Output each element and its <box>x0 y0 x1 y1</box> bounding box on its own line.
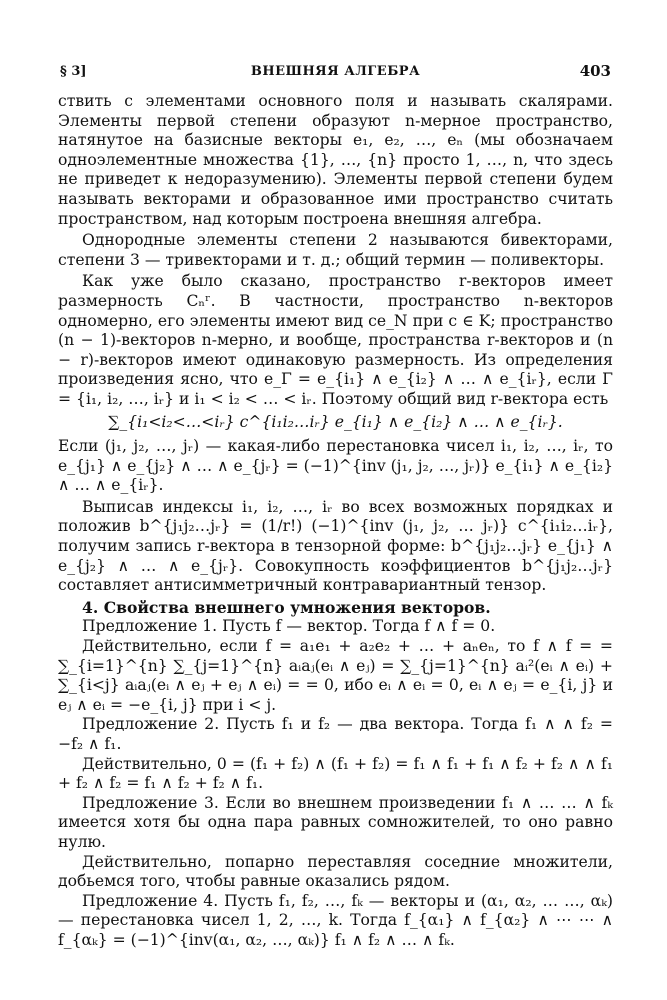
paragraph-dimension: Как уже было сказано, пространство r-векторов имеет размерность Cₙʳ. В частности, пространство n-векторов одномерно, его элементы имеют вид ce_N при c ∈ K; пространство (n − 1)-векторов n-мерно, и вообще, пространства r-векторов и (n − r)-векторов имеют одинаковую размерность. Из определения произведения ясно, что e_Γ = e_{i₁} ∧ e_{i₂} ∧ … ∧ e_{iᵣ}, если Γ = {i₁, i₂, …, iᵣ} и i₁ < i₂ < … < iᵣ. Поэтому общий вид r-вектора есть <box>58 272 613 408</box>
proposition-2: Предложение 2. Пусть f₁ и f₂ — два вектора. Тогда f₁ ∧ ∧ f₂ = −f₂ ∧ f₁. <box>58 715 613 753</box>
running-title: ВНЕШНЯЯ АЛГЕБРА <box>250 64 421 79</box>
proposition-3: Предложение 3. Если во внешнем произведении f₁ ∧ … … ∧ fₖ имеется хотя бы одна пара равных сомножителей, то оно равно нулю. <box>58 793 613 851</box>
page-number: 403 <box>579 62 611 80</box>
proof-2: Действительно, 0 = (f₁ + f₂) ∧ (f₁ + f₂) = f₁ ∧ f₁ + f₁ ∧ f₂ + f₂ ∧ ∧ f₁ + f₂ ∧ f₂ = f₁ ∧ f₂ + f₂ ∧ f₁. <box>58 754 613 793</box>
page-body <box>58 92 613 951</box>
paragraph-permutation: Если (j₁, j₂, …, jᵣ) — какая-либо перестановка чисел i₁, i₂, …, iᵣ, то e_{j₁} ∧ e_{j₂} ∧ … ∧ e_{jᵣ} = (−1)^{inv (j₁, j₂, …, jᵣ)} e_{i₁} ∧ e_{i₂} ∧ … ∧ e_{iᵣ}. <box>58 437 613 495</box>
running-header <box>58 58 613 92</box>
formula-general-r-vector: ∑_{i₁<i₂<…<iᵣ} c^{i₁i₂…iᵣ} e_{i₁} ∧ e_{i₂} ∧ … ∧ e_{iᵣ}. <box>108 412 563 431</box>
section-heading: 4. Свойства внешнего умножения векторов. <box>82 597 491 617</box>
paragraph-bivectors: Однородные элементы степени 2 называются бивекторами, степени 3 — тривекторами и т. д.; общий термин — поливекторы. <box>58 231 613 269</box>
proposition-4: Предложение 4. Пусть f₁, f₂, …, fₖ — векторы и (α₁, α₂, … …, αₖ) — перестановка чисел 1, 2, …, k. Тогда f_{α₁} ∧ f_{α₂} ∧ ⋯ ⋯ ∧ f_{αₖ} = (−1)^{inv(α₁, α₂, …, αₖ)} f₁ ∧ f₂ ∧ … ∧ fₖ. <box>58 891 613 949</box>
proof-1: Действительно, если f = a₁e₁ + a₂e₂ + … + aₙeₙ, то f ∧ f = = ∑_{i=1}^{n} ∑_{j=1}^{n} aᵢaⱼ(eᵢ ∧ eⱼ) = ∑_{j=1}^{n} aᵢ²(eᵢ ∧ eᵢ) + ∑_{i<j} aᵢaⱼ(eᵢ ∧ eⱼ + eⱼ ∧ eᵢ) = = 0, ибо eᵢ ∧ eᵢ = 0, eᵢ ∧ eⱼ = e_{i, j} и eⱼ ∧ eᵢ = −e_{i, j} при i < j. <box>58 637 613 714</box>
paragraph-continuation: ствить с элементами основного поля и называть скалярами. Элементы первой степени образуют n-мерное пространство, натянутое на базисные векторы e₁, e₂, …, eₙ (мы обозначаем одноэлементные множества {1}, …, {n} просто 1, …, n, что здесь не приведет к недоразумению). Элементы первой степени будем называть векторами и образованное ими пространство считать пространством, над которым построена внешняя алгебра. <box>58 92 613 228</box>
section-marker: § 3] <box>60 64 87 79</box>
proof-3: Действительно, попарно переставляя соседние множители, добьемся того, чтобы равные оказались рядом. <box>58 852 613 891</box>
paragraph-tensor-form: Выписав индексы i₁, i₂, …, iᵣ во всех возможных порядках и положив b^{j₁j₂…jᵣ} = (1/r!) (−1)^{inv (j₁, j₂, … jᵣ)} c^{i₁i₂…iᵣ}, получим запись r-вектора в тензорной форме: b^{j₁j₂…jᵣ} e_{j₁} ∧ e_{j₂} ∧ … ∧ e_{jᵣ}. Совокупность коэффициентов b^{j₁j₂…jᵣ} составляет антисимметричный контравариантный тензор. <box>58 497 613 595</box>
proposition-1: Предложение 1. Пусть f — вектор. Тогда f ∧ f = 0. <box>82 617 496 636</box>
